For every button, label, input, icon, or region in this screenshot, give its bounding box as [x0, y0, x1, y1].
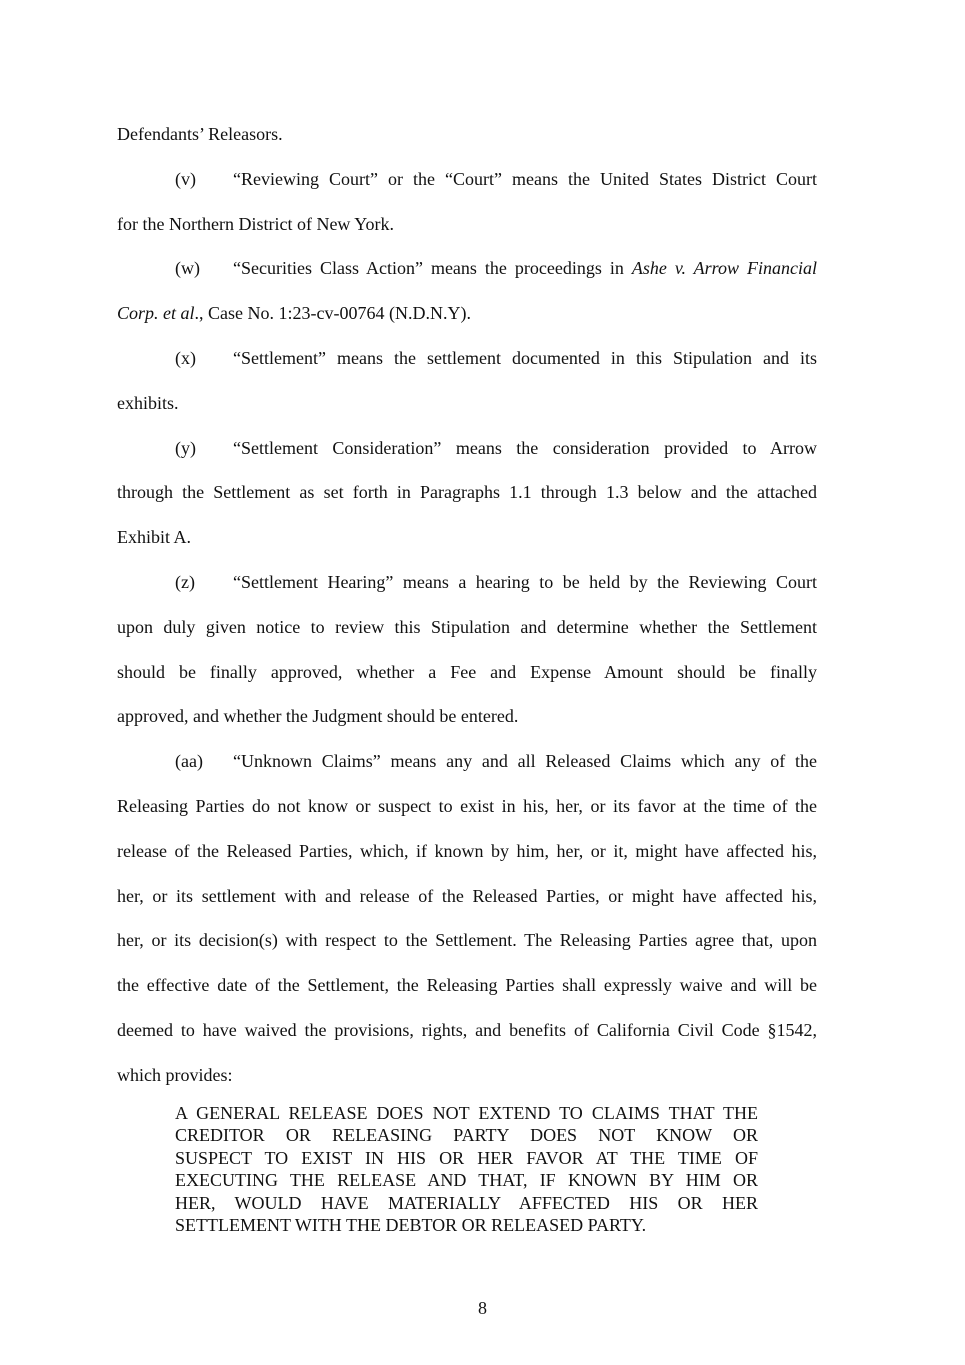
- definition-aa: [117, 739, 817, 784]
- page-number: 8: [478, 1298, 487, 1318]
- definition-text: the effective date of the Settlement, the Releasing Parties shall expressly waive and will be: [117, 975, 817, 996]
- text-line: [117, 291, 817, 336]
- item-label: (z): [175, 571, 195, 592]
- definition-text: release of the Released Parties, which, if known by him, her, or it, might have affected his,: [117, 840, 817, 861]
- quote-line: SETTLEMENT WITH THE DEBTOR OR RELEASED PARTY.: [175, 1214, 647, 1235]
- definition-text: her, or its settlement with and release of the Released Parties, or might have affected his,: [117, 885, 817, 906]
- definition-text: for the Northern District of New York.: [117, 213, 394, 234]
- continuation-text: Defendants’ Releasors.: [117, 124, 283, 144]
- text-line: [117, 515, 817, 560]
- definition-text: exhibits.: [117, 392, 179, 413]
- definition-text: ., Case No. 1:23-cv-00764 (N.D.N.Y).: [194, 303, 471, 324]
- definition-x: [117, 336, 817, 381]
- text-line: [117, 381, 817, 426]
- definition-text: approved, and whether the Judgment should be entered.: [117, 706, 519, 727]
- text-line: [117, 202, 817, 247]
- definition-y: [117, 426, 817, 471]
- item-label: (x): [175, 347, 196, 368]
- text-line: [117, 470, 817, 515]
- definition-text: through the Settlement as set forth in Paragraphs 1.1 through 1.3 below and the attached: [117, 482, 817, 503]
- text-line: [117, 829, 817, 874]
- definition-text: should be finally approved, whether a Fee and Expense Amount should be finally: [117, 661, 817, 682]
- quote-line: A GENERAL RELEASE DOES NOT EXTEND TO CLAIMS THAT THE: [175, 1103, 758, 1123]
- block-quote: [175, 1102, 758, 1236]
- case-name-italic: Corp. et al: [117, 303, 195, 324]
- definition-text: Releasing Parties do not know or suspect to exist in his, her, or its favor at the time of the: [117, 795, 817, 816]
- definition-text: her, or its decision(s) with respect to the Settlement. The Releasing Parties agree that, upon: [117, 930, 817, 951]
- item-label: (w): [175, 258, 200, 279]
- text-line: [117, 1053, 817, 1098]
- text-line: [117, 963, 817, 1008]
- case-name-italic: Ashe v. Arrow Financial: [631, 258, 818, 279]
- definition-text: “Settlement Consideration” means the consideration provided to Arrow: [233, 437, 817, 458]
- document-body: [117, 112, 817, 1098]
- text-line: [117, 784, 817, 829]
- definition-text: “Settlement” means the settlement documented in this Stipulation and its: [233, 347, 817, 368]
- quote-line: EXECUTING THE RELEASE AND THAT, IF KNOWN BY HIM OR: [175, 1170, 758, 1191]
- definition-w: [117, 246, 817, 291]
- definition-text: which provides:: [117, 1064, 233, 1085]
- item-label: (aa): [175, 751, 203, 772]
- item-label: (y): [175, 437, 196, 458]
- definition-z: [117, 560, 817, 605]
- quote-line: SUSPECT TO EXIST IN HIS OR HER FAVOR AT THE TIME OF: [175, 1147, 758, 1168]
- definition-text: “Reviewing Court” or the “Court” means the United States District Court: [233, 168, 817, 189]
- text-line: [117, 1008, 817, 1053]
- quote-line: HER, WOULD HAVE MATERIALLY AFFECTED HIS OR HER: [175, 1192, 758, 1213]
- definition-text: “Securities Class Action” means the proceedings in: [233, 258, 632, 279]
- item-label: (v): [175, 168, 196, 189]
- text-line: [117, 605, 817, 650]
- definition-text: upon duly given notice to review this Stipulation and determine whether the Settlement: [117, 616, 817, 637]
- quote-line: CREDITOR OR RELEASING PARTY DOES NOT KNOW OR: [175, 1125, 758, 1146]
- definition-text: “Unknown Claims” means any and all Released Claims which any of the: [233, 751, 817, 772]
- definition-text: deemed to have waived the provisions, rights, and benefits of California Civil Code §1542,: [117, 1019, 817, 1040]
- text-line: [117, 694, 817, 739]
- definition-v: [117, 157, 817, 202]
- text-line: [117, 650, 817, 695]
- definition-text: Exhibit A.: [117, 527, 192, 548]
- text-line: [117, 918, 817, 963]
- text-line: [117, 874, 817, 919]
- text-line: [117, 112, 817, 157]
- definition-text: “Settlement Hearing” means a hearing to be held by the Reviewing Court: [233, 571, 817, 592]
